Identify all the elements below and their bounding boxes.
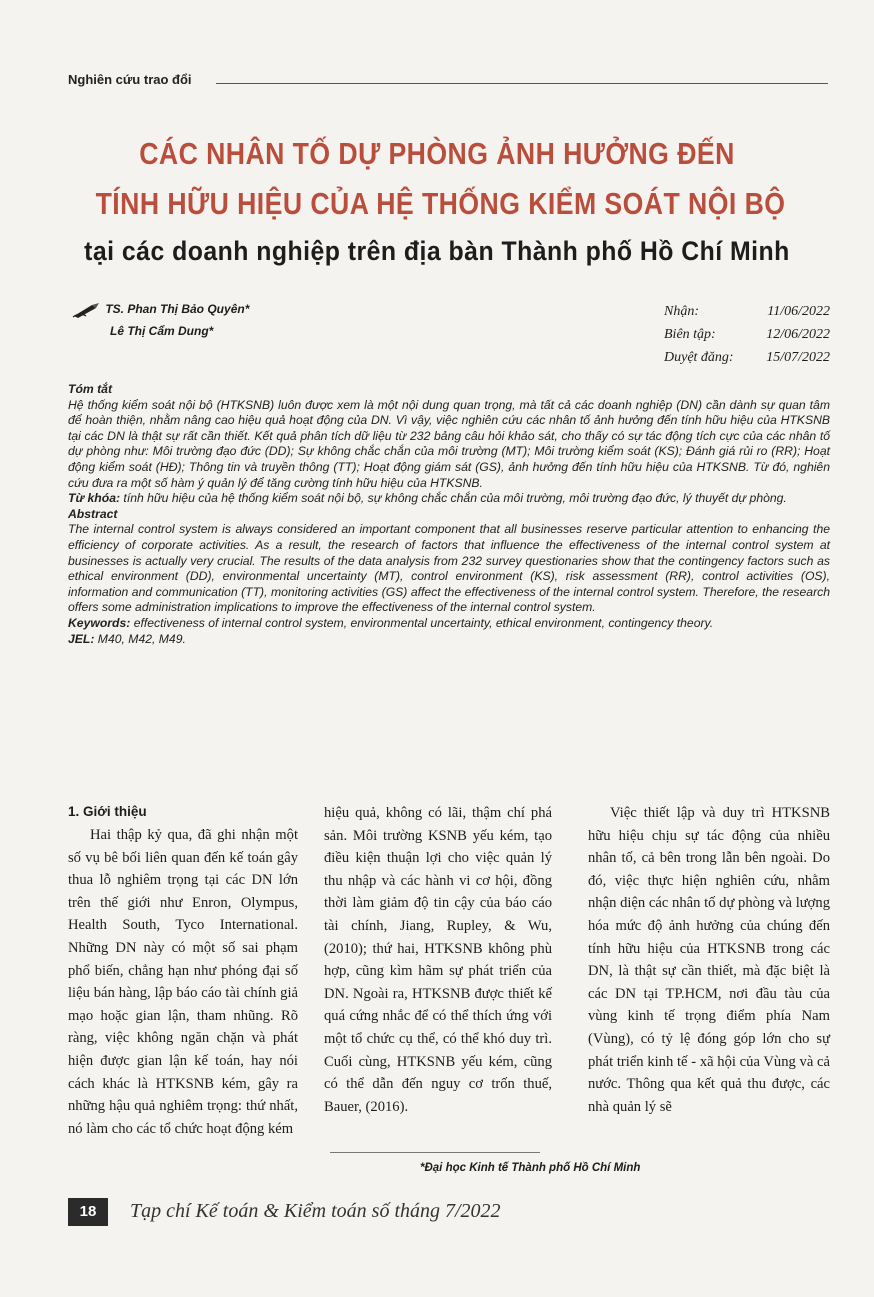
abstract-vi-heading: Tóm tắt	[68, 382, 113, 396]
keywords-en: Keywords: effectiveness of internal control system, environmental uncertainty, ethical environment, contingency theory.	[68, 615, 714, 630]
page-footer	[68, 1198, 830, 1226]
pen-icon	[72, 302, 102, 318]
date-received: Nhận: 11/06/2022	[664, 304, 830, 319]
footnote-rule	[330, 1152, 540, 1153]
abstract-vi-text: Hệ thống kiểm soát nội bộ (HTKSNB) luôn được xem là một nội dung quan trọng, mà tất cả các doanh nghiệp (DN) cần dành sự quan tâm để hoàn thiện, nhằm nâng cao hiệu quả hoạt động của DN. Vì vậy, việc nghiên cứu các nhân tố ảnh hưởng đến tính hữu hiệu của HTKSNB tại các DN là thật sự rất cần thiết. Kết quả phân tích dữ liệu từ 232 bảng câu hỏi khảo sát, cho thấy có sự tác động tích cực của các nhân tố dự phòng như: Môi trường đạo đức (DD); Sự không chắc chắn của môi trường (MT); Môi trường kiểm soát (KS); Đánh giá rủi ro (RR); Hoạt động kiểm soát (HĐ); Thông tin và truyền thông (TT); Hoạt động giám sát (GS), ảnh hưởng đến tính hữu hiệu của HTKSNB. Từ đó, nghiên cứu đưa ra một số hàm ý quản lý để tăng cường tính hữu hiệu của HTKSNB.	[68, 397, 830, 490]
date-edited: Biên tập: 12/06/2022	[664, 327, 830, 342]
authors	[72, 298, 249, 342]
paragraph: hiệu quả, không có lãi, thậm chí phá sản. Môi trường KSNB yếu kém, tạo điều kiện thuận lợi cho việc quản lý thu nhập và các hành vi cơ hội, đồng thời làm giảm độ tin cậy của báo cáo tài chính, Jiang, Rupley, & Wu, (2010); thứ hai, HTKSNB không phù hợp, cũng kìm hãm sự phát triển của DN. Ngoài ra, HTKSNB được thiết kế quá cứng nhắc để có thể thích ứng với một tổ chức cụ thể, có thể khó duy trì. Cuối cùng, HTKSNB yếu kém, cũng có thể dẫn đến nguy cơ trốn thuế, Bauer, (2016).	[324, 805, 552, 1115]
title-line-2: TÍNH HỮU HIỆU CỦA HỆ THỐNG KIỂM SOÁT NỘI BỘ	[95, 186, 786, 221]
paragraph: Hai thập kỷ qua, đã ghi nhận một số vụ bê bối liên quan đến kế toán gây thua lỗ nghiêm trọng tại các DN lớn trên thế giới như Enron, Olympus, Health South, Tyco International. Những DN này có một số sai phạm phổ biến, chẳng hạn như phóng đại số liệu bán hàng, lập báo cáo tài chính giả mạo hoặc gian lận, tham nhũng. Rõ ràng, việc không ngăn chặn và phát hiện được gian lận kế toán, hay nói cách khác là HTKSNB kém, gây ra những hậu quả nghiêm trọng: thứ nhất, nó làm cho các tổ chức hoạt động kém	[68, 827, 298, 1137]
abstract-en-heading: Abstract	[68, 506, 118, 521]
title-line-3: tại các doanh nghiệp trên địa bàn Thành phố Hồ Chí Minh	[84, 236, 790, 266]
author-1: TS. Phan Thị Bảo Quyên*	[105, 302, 250, 316]
publication-dates	[664, 300, 834, 369]
header-rule	[216, 83, 828, 84]
abstract-en-text: The internal control system is always considered an important component that all businesses reserve particular attention to enhancing the efficiency of corporate activities. As a result, the research of factors that influence the effectiveness of the internal control system at businesses is actually very crucial. The results of the data analysis from 232 survey questionaries show that the contingency factors such as ethical environment (DD), environmental uncertainty (MT), control environment (KS), risk assessment (RR), control activities (OS), information and communication (TT), monitoring activities (GS) affect the effectiveness of the internal control system. Therefore, the research offers some administration implications to improve the effectiveness of the internal control system.	[68, 522, 830, 615]
body-column-1	[68, 802, 298, 1140]
abstract-block	[68, 382, 830, 647]
keywords-vi: Từ khóa: tính hữu hiệu của hệ thống kiểm soát nội bộ, sự không chắc chắn của môi trường, môi trường đạo đức, lý thuyết dự phòng.	[68, 491, 787, 506]
body-columns	[68, 802, 830, 1174]
date-accepted: Duyệt đăng: 15/07/2022	[664, 350, 830, 365]
title-line-1: CÁC NHÂN TỐ DỰ PHÒNG ẢNH HƯỞNG ĐẾN	[139, 136, 735, 171]
section-heading: 1. Giới thiệu	[68, 804, 147, 819]
paragraph: Việc thiết lập và duy trì HTKSNB hữu hiệu chịu sự tác động của nhiều nhân tố, cả bên trong lẫn bên ngoài. Do đó, việc thực hiện nghiên cứu, nhằm nhận diện các nhân tố dự phòng và lượng hóa mức độ ảnh hưởng của chúng đến tính hữu hiệu của HTKSNB trong các DN, là thật sự cần thiết, mà đặc biệt là các DN tại TP.HCM, nơi đầu tàu của vùng kinh tế trọng điểm phía Nam (Vùng), có tỷ lệ đóng góp lớn cho sự phát triển kinh tế - xã hội của Vùng và cả nước. Thông qua kết quả thu được, các nhà quản lý sẽ	[588, 805, 830, 1115]
body-column-3	[588, 802, 830, 1118]
journal-name: Tạp chí Kế toán & Kiểm toán số tháng 7/2022	[130, 1200, 501, 1222]
jel-codes: JEL: M40, M42, M49.	[68, 631, 186, 646]
author-2: Lê Thị Cẩm Dung*	[110, 324, 214, 338]
body-column-2	[324, 802, 552, 1118]
section-label: Nghiên cứu trao đổi	[68, 72, 192, 87]
footnote: *Đại học Kinh tế Thành phố Hồ Chí Minh	[420, 1162, 641, 1174]
page-header	[68, 72, 828, 92]
page-number: 18	[68, 1198, 108, 1226]
